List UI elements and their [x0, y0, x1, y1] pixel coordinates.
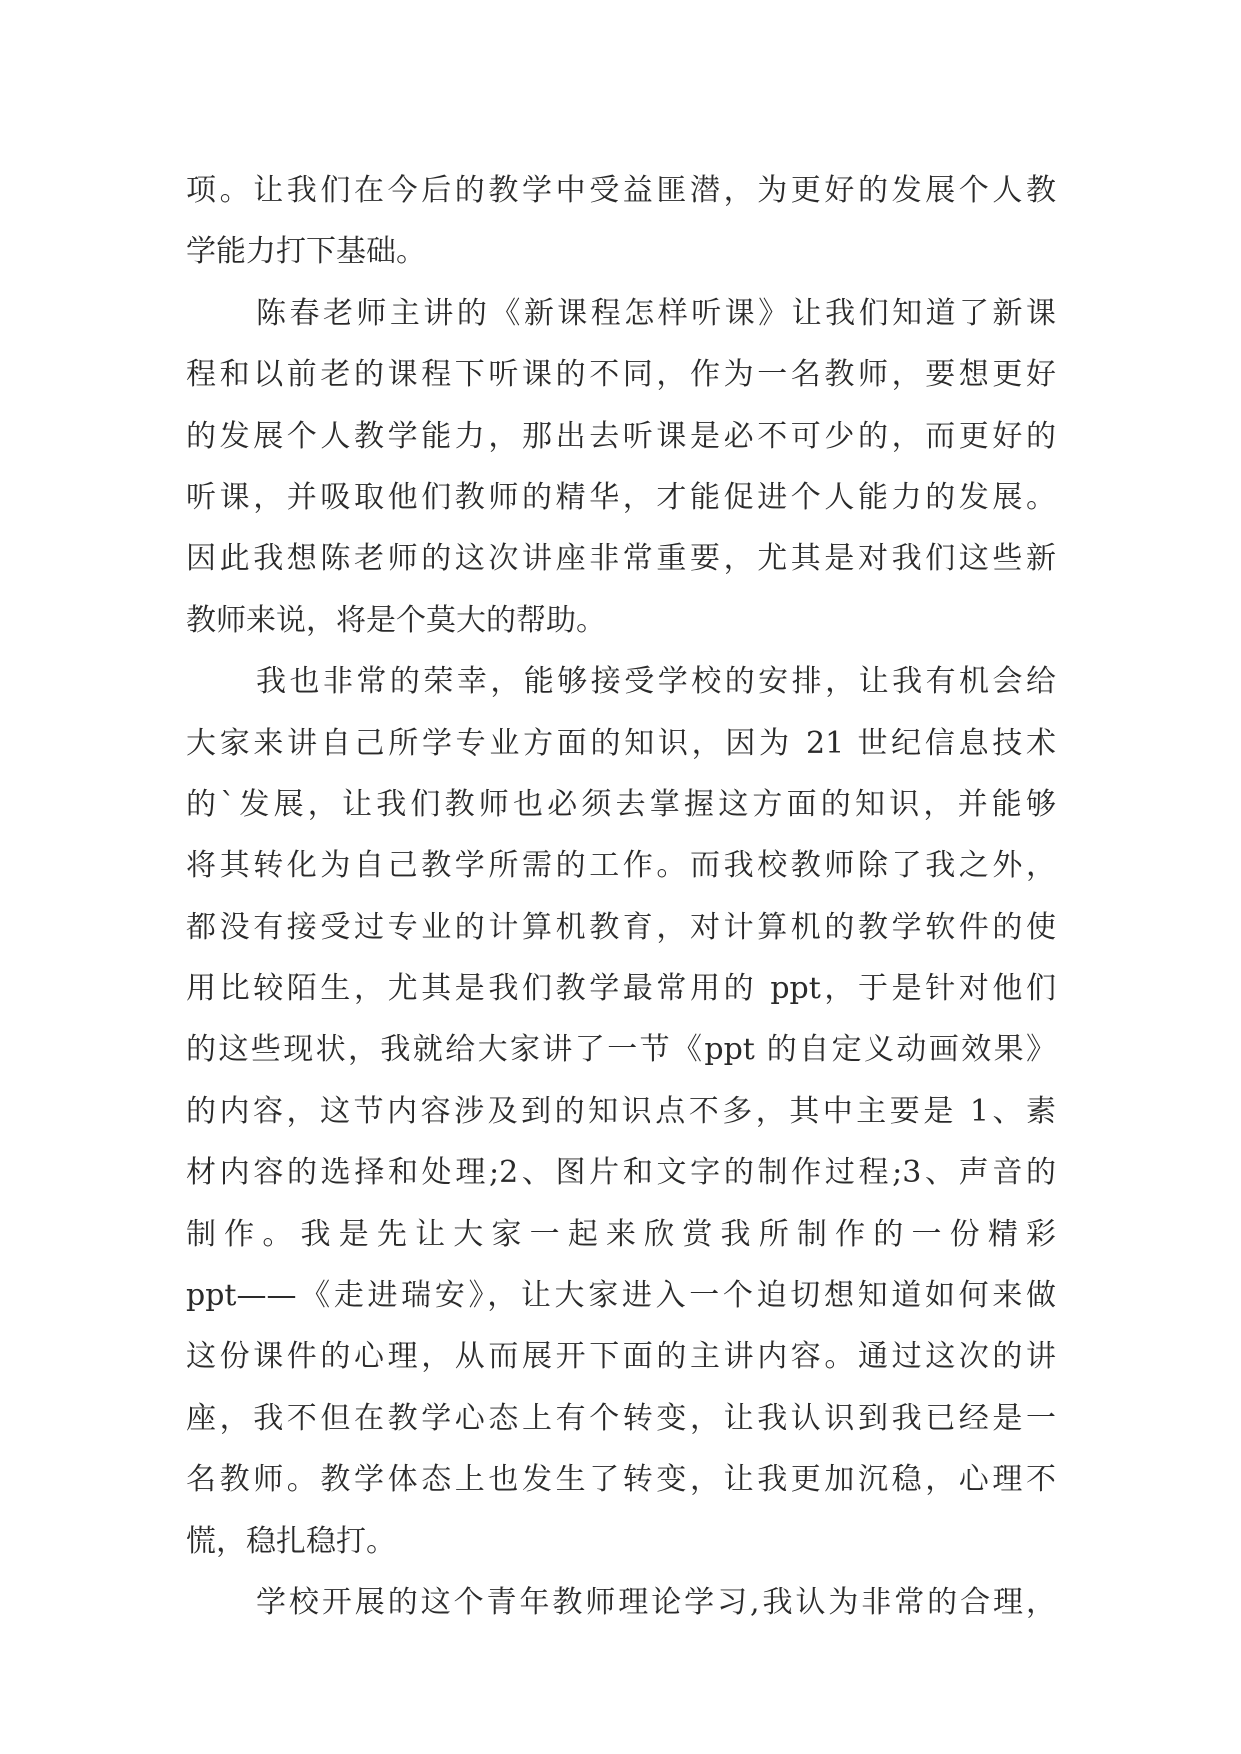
text-line: ppt——《走进瑞安》，让大家进入一个迫切想知道如何来做 [186, 1278, 1056, 1314]
text-line: 陈春老师主讲的《新课程怎样听课》让我们知道了新课 [256, 295, 1056, 331]
text-line: 程和以前老的课程下听课的不同，作为一名教师，要想更好 [186, 357, 1056, 393]
body-text [186, 160, 1056, 1633]
text-line: 的这些现状，我就给大家讲了一节《ppt 的自定义动画效果》 [186, 1032, 1056, 1068]
text-line: 的发展个人教学能力，那出去听课是必不可少的，而更好的 [186, 418, 1056, 454]
text-line: 座，我不但在教学心态上有个转变，让我认识到我已经是一 [186, 1400, 1056, 1436]
text-line: 将其转化为自己教学所需的工作。而我校教师除了我之外， [186, 848, 1056, 884]
text-line: 慌，稳扎稳打。 [186, 1523, 396, 1559]
text-line: 学校开展的这个青年教师理论学习,我认为非常的合理， [256, 1584, 1056, 1620]
text-line: 这份课件的心理，从而展开下面的主讲内容。通过这次的讲 [186, 1339, 1056, 1375]
text-line: 我也非常的荣幸，能够接受学校的安排，让我有机会给 [256, 664, 1056, 700]
text-line: 的内容，这节内容涉及到的知识点不多，其中主要是 1、素 [186, 1093, 1056, 1129]
text-line: 用比较陌生，尤其是我们教学最常用的 ppt，于是针对他们 [186, 971, 1056, 1007]
text-line: 材内容的选择和处理;2、图片和文字的制作过程;3、声音的 [186, 1155, 1056, 1191]
text-line: 都没有接受过专业的计算机教育，对计算机的教学软件的使 [186, 909, 1056, 945]
text-line: 名教师。教学体态上也发生了转变，让我更加沉稳，心理不 [186, 1462, 1056, 1498]
text-line: 大家来讲自己所学专业方面的知识，因为 21 世纪信息技术 [186, 725, 1056, 761]
text-line: 学能力打下基础。 [186, 234, 426, 270]
text-line: 因此我想陈老师的这次讲座非常重要，尤其是对我们这些新 [186, 541, 1056, 577]
text-line: 听课，并吸取他们教师的精华，才能促进个人能力的发展。 [186, 479, 1056, 515]
text-line: 项。让我们在今后的教学中受益匪潜，为更好的发展个人教 [186, 173, 1056, 208]
text-line: 制作。我是先让大家一起来欣赏我所制作的一份精彩 [186, 1216, 1056, 1252]
text-line: 的`发展，让我们教师也必须去掌握这方面的知识，并能够 [186, 786, 1056, 822]
text-line: 教师来说，将是个莫大的帮助。 [186, 602, 606, 638]
